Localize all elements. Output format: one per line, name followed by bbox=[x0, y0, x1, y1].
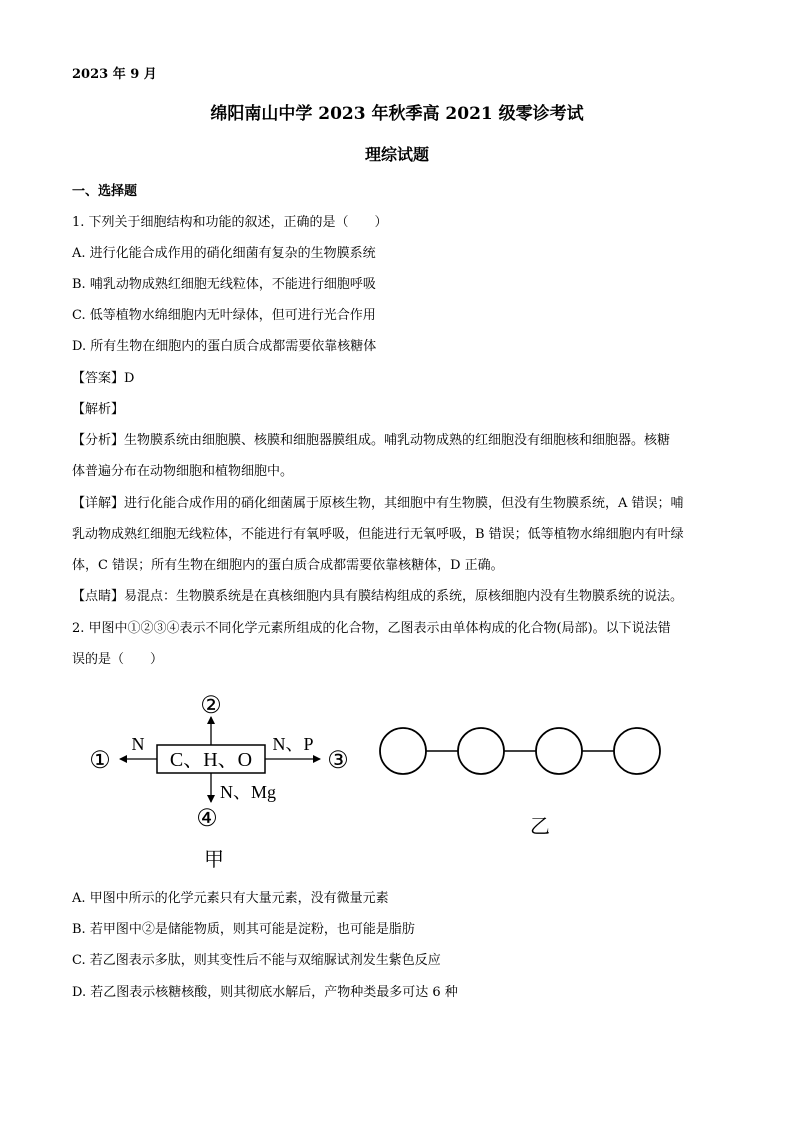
compound-4-label: ④ bbox=[196, 806, 218, 832]
q2-option-b: B. 若甲图中②是储能物质，则其可能是淀粉，也可能是脂肪 bbox=[72, 922, 415, 937]
section-heading: 一、选择题 bbox=[72, 184, 138, 199]
q2-stem-line-2: 误的是（ ） bbox=[72, 652, 164, 667]
right-arrow-label: N、P bbox=[272, 734, 314, 754]
q1-detail-line-1: 【详解】进行化能合成作用的硝化细菌属于原核生物，其细胞中有生物膜，但没有生物膜系统，A 错误；哺 bbox=[72, 496, 684, 511]
compound-1-label: ① bbox=[89, 748, 111, 774]
q1-option-a: A. 进行化能合成作用的硝化细菌有复杂的生物膜系统 bbox=[72, 246, 376, 261]
q1-comment: 【点睛】易混点：生物膜系统是在真核细胞内具有膜结构组成的系统，原核细胞内没有生物膜系统的说法。 bbox=[72, 589, 684, 604]
q1-detail-line-3: 体，C 错误；所有生物在细胞内的蛋白质合成都需要依靠核糖体，D 正确。 bbox=[72, 558, 504, 573]
monomer-circle bbox=[458, 728, 504, 774]
monomer-circle bbox=[380, 728, 426, 774]
exam-subtitle: 理综试题 bbox=[364, 145, 429, 164]
q2-stem-line-1: 2. 甲图中①②③④表示不同化学元素所组成的化合物，乙图表示由单体构成的化合物(局部)。以下说法错 bbox=[72, 621, 671, 636]
compound-2-label: ② bbox=[200, 693, 222, 719]
figure-yi bbox=[375, 720, 695, 845]
down-arrow-label: N、Mg bbox=[220, 782, 277, 802]
figure-jia bbox=[80, 690, 370, 875]
figure-jia-caption: 甲 bbox=[204, 849, 224, 871]
q2-option-a: A. 甲图中所示的化学元素只有大量元素，没有微量元素 bbox=[72, 891, 389, 906]
q1-analysis-line-2: 体普遍分布在动物细胞和植物细胞中。 bbox=[72, 464, 294, 479]
q1-analysis-line-1: 【分析】生物膜系统由细胞膜、核膜和细胞器膜组成。哺乳动物成熟的红细胞没有细胞核和细胞器。核糖 bbox=[72, 433, 671, 448]
q1-stem: 1. 下列关于细胞结构和功能的叙述，正确的是（ ） bbox=[72, 215, 388, 230]
q2-option-c: C. 若乙图表示多肽，则其变性后不能与双缩脲试剂发生紫色反应 bbox=[72, 953, 441, 968]
figure-yi-caption: 乙 bbox=[530, 816, 550, 838]
q2-option-d: D. 若乙图表示核糖核酸，则其彻底水解后，产物种类最多可达 6 种 bbox=[72, 985, 458, 1000]
exam-title: 绵阳南山中学 2023 年秋季高 2021 级零诊考试 bbox=[210, 104, 584, 124]
q1-option-b: B. 哺乳动物成熟红细胞无线粒体，不能进行细胞呼吸 bbox=[72, 277, 376, 292]
monomer-circle bbox=[614, 728, 660, 774]
left-arrow-label: N bbox=[131, 734, 145, 754]
center-element-text: C、H、O bbox=[169, 749, 253, 771]
compound-3-label: ③ bbox=[327, 748, 349, 774]
q1-answer: 【答案】D bbox=[72, 371, 135, 386]
monomer-circle bbox=[536, 728, 582, 774]
exam-date: 2023 年 9 月 bbox=[72, 67, 157, 82]
q1-detail-line-2: 乳动物成熟红细胞无线粒体，不能进行有氧呼吸，但能进行无氧呼吸，B 错误；低等植物水绵细胞内有叶绿 bbox=[72, 527, 684, 542]
q1-analysis-tag: 【解析】 bbox=[72, 402, 125, 417]
q1-option-d: D. 所有生物在细胞内的蛋白质合成都需要依靠核糖体 bbox=[72, 339, 377, 354]
q1-option-c: C. 低等植物水绵细胞内无叶绿体，但可进行光合作用 bbox=[72, 308, 376, 323]
